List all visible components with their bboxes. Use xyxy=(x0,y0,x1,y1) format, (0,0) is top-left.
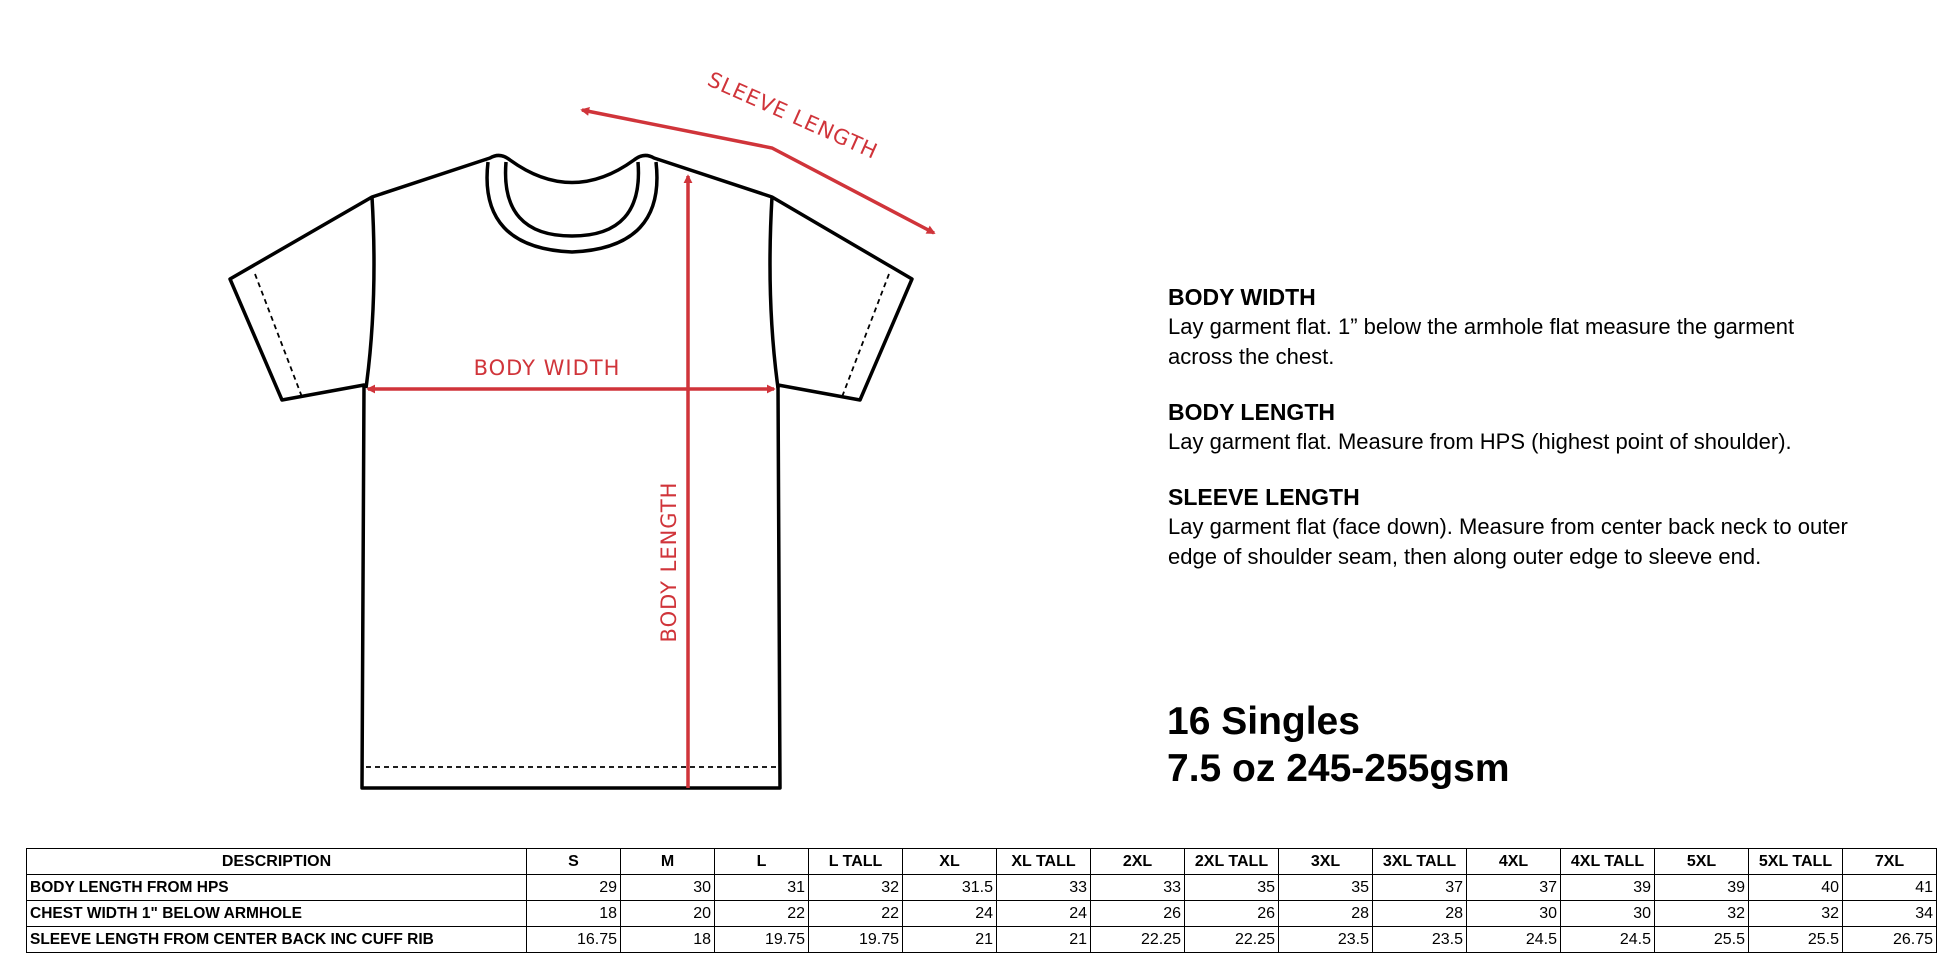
size-value-cell: 41 xyxy=(1843,875,1937,901)
size-header-cell: 2XL TALL xyxy=(1185,849,1279,875)
instruction-title: SLEEVE LENGTH xyxy=(1168,484,1360,510)
size-value-cell: 33 xyxy=(997,875,1091,901)
size-value-cell: 25.5 xyxy=(1749,927,1843,953)
size-header-cell: L TALL xyxy=(809,849,903,875)
size-value-cell: 22.25 xyxy=(1091,927,1185,953)
size-value-cell: 33 xyxy=(1091,875,1185,901)
size-value-cell: 37 xyxy=(1467,875,1561,901)
size-value-cell: 39 xyxy=(1655,875,1749,901)
size-value-cell: 19.75 xyxy=(715,927,809,953)
fabric-spec xyxy=(1167,698,1510,792)
size-value-cell: 37 xyxy=(1373,875,1467,901)
body-width-label: BODY WIDTH xyxy=(473,356,621,380)
size-value-cell: 30 xyxy=(1467,901,1561,927)
size-header-cell: 7XL xyxy=(1843,849,1937,875)
size-value-cell: 32 xyxy=(809,875,903,901)
size-value-cell: 24 xyxy=(997,901,1091,927)
size-value-cell: 16.75 xyxy=(527,927,621,953)
size-value-cell: 32 xyxy=(1655,901,1749,927)
size-value-cell: 23.5 xyxy=(1373,927,1467,953)
size-value-cell: 32 xyxy=(1749,901,1843,927)
size-value-cell: 24.5 xyxy=(1467,927,1561,953)
sleeve-length-instructions xyxy=(1168,483,1848,572)
size-header-cell: S xyxy=(527,849,621,875)
size-value-cell: 21 xyxy=(903,927,997,953)
size-header-cell: 5XL xyxy=(1655,849,1749,875)
size-value-cell: 23.5 xyxy=(1279,927,1373,953)
table-row xyxy=(27,875,1937,901)
size-value-cell: 26.75 xyxy=(1843,927,1937,953)
size-header-cell: 5XL TALL xyxy=(1749,849,1843,875)
instruction-text: Lay garment flat. 1” below the armhole flat measure the garment across the chest. xyxy=(1168,314,1795,369)
size-value-cell: 26 xyxy=(1185,901,1279,927)
table-row xyxy=(27,901,1937,927)
size-value-cell: 28 xyxy=(1279,901,1373,927)
size-value-cell: 29 xyxy=(527,875,621,901)
measurement-instructions xyxy=(1168,283,1848,598)
size-header-cell: L xyxy=(715,849,809,875)
size-header-cell: 2XL xyxy=(1091,849,1185,875)
instruction-text: Lay garment flat. Measure from HPS (highest point of shoulder). xyxy=(1168,429,1792,454)
instruction-title: BODY LENGTH xyxy=(1168,399,1335,425)
size-value-cell: 35 xyxy=(1279,875,1373,901)
description-header: DESCRIPTION xyxy=(27,849,527,875)
size-header-cell: 4XL TALL xyxy=(1561,849,1655,875)
size-value-cell: 28 xyxy=(1373,901,1467,927)
size-header-cell: 3XL xyxy=(1279,849,1373,875)
fabric-yarn: 16 Singles xyxy=(1167,700,1360,743)
size-value-cell: 40 xyxy=(1749,875,1843,901)
size-header-row xyxy=(27,849,1937,875)
size-value-cell: 19.75 xyxy=(809,927,903,953)
size-value-cell: 24.5 xyxy=(1561,927,1655,953)
size-header-cell: 3XL TALL xyxy=(1373,849,1467,875)
size-value-cell: 39 xyxy=(1561,875,1655,901)
size-value-cell: 26 xyxy=(1091,901,1185,927)
size-value-cell: 34 xyxy=(1843,901,1937,927)
stitch-lines xyxy=(255,274,889,767)
size-value-cell: 30 xyxy=(1561,901,1655,927)
tshirt-outline xyxy=(230,155,912,788)
body-length-label: BODY LENGTH xyxy=(657,481,681,643)
size-value-cell: 35 xyxy=(1185,875,1279,901)
row-description: CHEST WIDTH 1" BELOW ARMHOLE xyxy=(27,901,527,927)
size-header-cell: XL xyxy=(903,849,997,875)
size-value-cell: 22 xyxy=(809,901,903,927)
instruction-text: Lay garment flat (face down). Measure from center back neck to outer edge of shoulder seam, then along outer edge to sleeve end. xyxy=(1168,514,1848,569)
size-header-cell: M xyxy=(621,849,715,875)
body-length-instructions xyxy=(1168,398,1848,457)
size-header-cell: 4XL xyxy=(1467,849,1561,875)
sleeve-length-label: SLEEVE LENGTH xyxy=(704,67,882,164)
row-description: BODY LENGTH FROM HPS xyxy=(27,875,527,901)
size-value-cell: 18 xyxy=(527,901,621,927)
body-width-instructions xyxy=(1168,283,1848,372)
size-value-cell: 30 xyxy=(621,875,715,901)
size-value-cell: 24 xyxy=(903,901,997,927)
size-value-cell: 25.5 xyxy=(1655,927,1749,953)
instruction-title: BODY WIDTH xyxy=(1168,284,1316,310)
size-value-cell: 22.25 xyxy=(1185,927,1279,953)
table-row xyxy=(27,927,1937,953)
size-chart-table xyxy=(26,848,1937,953)
size-value-cell: 20 xyxy=(621,901,715,927)
size-value-cell: 18 xyxy=(621,927,715,953)
row-description: SLEEVE LENGTH FROM CENTER BACK INC CUFF RIB xyxy=(27,927,527,953)
size-value-cell: 31.5 xyxy=(903,875,997,901)
size-value-cell: 21 xyxy=(997,927,1091,953)
sleeve-length-arrow xyxy=(582,110,934,233)
size-value-cell: 22 xyxy=(715,901,809,927)
fabric-weight: 7.5 oz 245-255gsm xyxy=(1167,747,1510,790)
size-header-cell: XL TALL xyxy=(997,849,1091,875)
size-value-cell: 31 xyxy=(715,875,809,901)
